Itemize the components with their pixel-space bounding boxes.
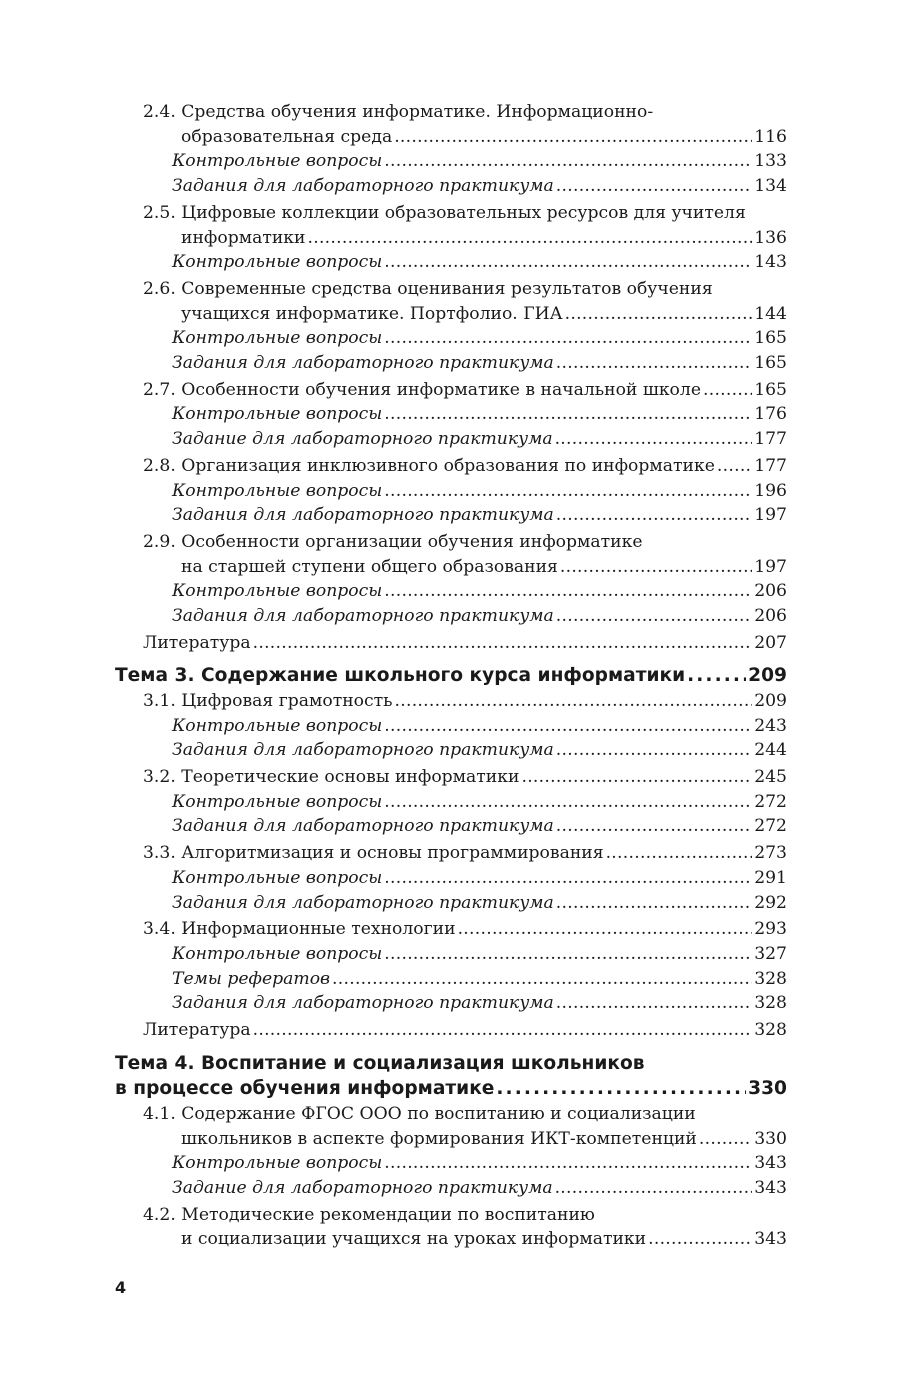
toc-entry-2-4-questions [115,149,787,174]
toc-entry-title: 2.5. Цифровые коллекции образовательных ресурсов для учителя [143,202,746,223]
dot-leader [556,814,752,839]
dot-leader [384,326,752,351]
page-ref: 330 [748,1078,787,1100]
toc-entry-title: 3.3. Алгоритмизация и основы программирования [143,843,604,864]
dot-leader [556,174,752,199]
toc-entry-title: Задания для лабораторного практикума [172,993,554,1014]
toc-entry-2-4-tasks [115,174,787,199]
toc-entry-2-9-questions [115,579,787,604]
page-ref: 328 [754,968,787,989]
dot-leader [565,302,753,327]
page-ref: 244 [754,740,787,761]
toc-entry-4-1 [115,1102,787,1151]
dot-leader [556,738,752,763]
page-ref: 209 [748,665,787,687]
topic-title: Тема 3. Содержание школьного курса информатики [115,665,686,687]
toc-entry-2-5 [115,201,787,250]
page-ref: 197 [754,505,787,526]
toc-entry-title: Темы рефератов [172,968,331,989]
page-ref: 243 [754,715,787,736]
dot-leader [384,790,752,815]
toc-entry-title: 2.6. Современные средства оценивания результатов обучения [143,278,713,299]
page-ref: 116 [754,126,787,147]
toc-entry-3-1-tasks [115,738,787,763]
toc-entry-3-3-questions [115,866,787,891]
toc-entry-title: 4.1. Содержание ФГОС ООО по воспитанию и социализации [143,1103,696,1124]
dot-leader [395,689,753,714]
page-ref: 209 [754,690,787,711]
toc-entry-2-9 [115,530,787,579]
toc-entry-title: Задания для лабораторного практикума [172,816,554,837]
toc-entry-title: Контрольные вопросы [172,151,383,172]
toc-entry-title-cont: школьников в аспекте формирования ИКТ-компетенций [181,1128,697,1149]
toc-entry-title-cont: и социализации учащихся на уроках информатики [181,1229,647,1250]
page-ref: 144 [754,303,787,324]
page-ref: 293 [754,919,787,940]
toc-entry-title: Задания для лабораторного практикума [172,740,554,761]
page-ref: 327 [754,944,787,964]
toc-entry-4-1-tasks [115,1176,787,1201]
dot-leader [384,402,752,427]
page-ref: 134 [754,176,787,197]
toc-entry-title: Контрольные вопросы [172,715,383,736]
dot-leader [253,1018,753,1043]
toc-entry-title: 3.2. Теоретические основы информатики [143,767,520,788]
dot-leader [458,917,753,942]
dot-leader [556,503,752,528]
toc-entry-2-8-tasks [115,503,787,528]
toc-entry-title: Задание для лабораторного практикума [172,1177,553,1198]
toc-entry-title: 3.1. Цифровая грамотность [143,690,393,711]
toc-entry-title: Контрольные вопросы [172,404,383,425]
dot-leader [496,1076,746,1102]
toc-entry-2-6-tasks [115,351,787,376]
page-ref: 291 [754,867,787,888]
toc-entry-3-4 [115,917,787,942]
toc-entry-2-7-questions [115,402,787,427]
dot-leader [384,866,752,891]
toc-entry-2-8-questions [115,479,787,504]
dot-leader [556,351,752,376]
toc-entry-2-5-questions [115,250,787,275]
dot-leader [253,631,753,656]
toc-entry-3-4-essays [115,967,787,992]
page-ref: 165 [754,379,787,400]
toc-entry-2-6 [115,277,787,326]
dot-leader [687,663,746,689]
toc-entry-3-3-tasks [115,891,787,916]
dot-leader [555,1176,753,1201]
dot-leader [384,479,752,504]
toc-entry-2-4 [115,100,787,149]
toc-entry-3-4-tasks [115,991,787,1016]
toc-entry-title: 2.4. Средства обучения информатике. Информационно- [143,102,654,122]
toc-entry-title: 2.7. Особенности обучения информатике в начальной школе [143,379,701,400]
toc-entry-title: Контрольные вопросы [172,480,383,501]
page-ref: 143 [754,252,787,273]
page-ref: 177 [754,455,787,476]
page-ref: 133 [754,151,787,172]
toc-entry-4-1-questions [115,1151,787,1176]
page-ref: 273 [754,843,787,864]
dot-leader [384,149,752,174]
dot-leader [555,427,753,452]
dot-leader [384,942,752,967]
toc-entry-title: Литература [143,1020,251,1041]
dot-leader [332,967,752,992]
dot-leader [384,250,752,275]
page-ref: 343 [754,1177,787,1198]
toc-entry-title: Задания для лабораторного практикума [172,176,554,197]
page-ref: 197 [754,556,787,577]
dot-leader [606,841,753,866]
toc-entry-title: Задания для лабораторного практикума [172,606,554,627]
page-ref: 196 [754,480,787,501]
toc-entry-2-6-questions [115,326,787,351]
dot-leader [308,226,753,251]
toc-entry-3-1-questions [115,714,787,739]
toc-entry-3-2-tasks [115,814,787,839]
toc-entry-literature-3 [115,1018,787,1043]
dot-leader [699,1127,752,1152]
toc-entry-2-7-tasks [115,427,787,452]
topic-title-cont: в процессе обучения информатике [115,1078,495,1100]
dot-leader [560,555,752,580]
page-ref: 165 [754,353,787,374]
page-ref: 177 [754,429,787,450]
page-ref: 328 [754,1020,787,1041]
toc-entry-2-7 [115,378,787,403]
toc-entry-3-2 [115,765,787,790]
page-ref: 206 [754,581,787,602]
table-of-contents [115,98,787,1252]
toc-entry-title: 2.9. Особенности организации обучения информатике [143,531,643,552]
page-ref: 330 [754,1128,787,1149]
toc-entry-title-cont: на старшей ступени общего образования [181,556,558,577]
page-ref: 343 [754,1153,787,1174]
dot-leader [717,454,752,479]
toc-entry-literature-2 [115,631,787,656]
page-ref: 328 [754,993,787,1014]
toc-entry-title: Контрольные вопросы [172,944,383,964]
page-ref: 206 [754,606,787,627]
toc-entry-title: Задания для лабораторного практикума [172,892,554,913]
dot-leader [384,579,752,604]
page-ref: 176 [754,404,787,425]
toc-topic-3 [115,663,787,689]
dot-leader [394,125,752,150]
toc-topic-4 [115,1051,787,1102]
topic-title: Тема 4. Воспитание и социализация школьников [115,1052,645,1074]
page-ref: 272 [754,816,787,837]
toc-entry-3-2-questions [115,790,787,815]
toc-entry-title: 2.8. Организация инклюзивного образования по информатике [143,455,715,476]
dot-leader [384,714,752,739]
dot-leader [521,765,752,790]
toc-entry-title: 4.2. Методические рекомендации по воспитанию [143,1204,595,1225]
page-ref: 165 [754,328,787,349]
page-ref: 292 [754,892,787,913]
dot-leader [556,991,752,1016]
dot-leader [703,378,752,403]
toc-entry-2-9-tasks [115,604,787,629]
toc-entry-title-cont: образовательная среда [181,126,393,147]
page-number: 4 [115,1278,127,1297]
dot-leader [648,1227,752,1252]
toc-entry-title: Контрольные вопросы [172,867,383,888]
page-ref: 136 [754,227,787,248]
dot-leader [384,1151,752,1176]
page-ref: 343 [754,1229,787,1250]
toc-entry-title: Задание для лабораторного практикума [172,429,553,450]
toc-entry-title: Контрольные вопросы [172,791,383,812]
toc-entry-title: Контрольные вопросы [172,1153,383,1174]
toc-entry-title: Контрольные вопросы [172,328,383,349]
toc-entry-2-8 [115,454,787,479]
toc-entry-title-cont: информатики [181,227,306,248]
toc-entry-title: 3.4. Информационные технологии [143,919,456,940]
toc-entry-4-2 [115,1203,787,1252]
page-ref: 207 [754,632,787,653]
toc-entry-title: Литература [143,632,251,653]
dot-leader [556,604,752,629]
page-ref: 245 [754,767,787,788]
toc-entry-title: Задания для лабораторного практикума [172,505,554,526]
dot-leader [556,891,752,916]
page-ref: 272 [754,791,787,812]
toc-entry-title: Задания для лабораторного практикума [172,353,554,374]
toc-entry-3-3 [115,841,787,866]
toc-entry-title: Контрольные вопросы [172,252,383,273]
toc-entry-3-4-questions [115,942,787,967]
toc-entry-title-cont: учащихся информатике. Портфолио. ГИА [181,303,563,324]
toc-entry-3-1 [115,689,787,714]
toc-entry-title: Контрольные вопросы [172,581,383,602]
